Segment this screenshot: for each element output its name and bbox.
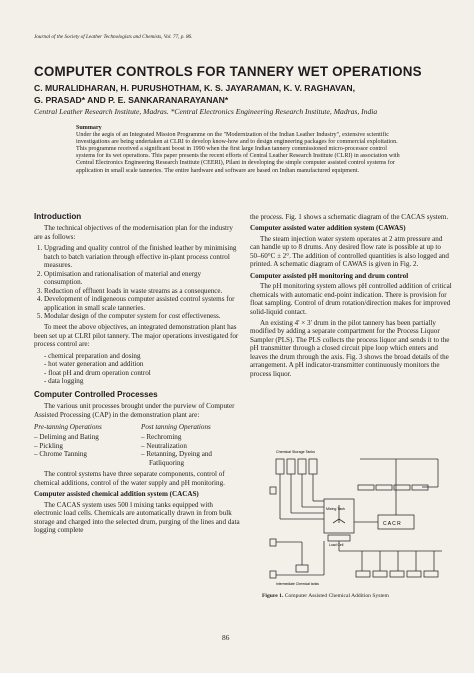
objective-item: 4. Development of indigeneous computer assisted control systems for application in small scale tanneries. (44, 295, 240, 312)
post-tanning-item: – Neutralization (141, 442, 240, 450)
pump (270, 571, 276, 578)
pump (270, 487, 276, 494)
drum (390, 571, 404, 577)
ph-heading: Computer assisted pH monitoring and drum control (250, 271, 409, 280)
drum (412, 485, 428, 490)
post-tanning-heading: Post tanning Operations (141, 422, 211, 431)
introduction-heading: Introduction (34, 212, 82, 221)
post-tanning-column (141, 423, 240, 467)
operations-table (34, 423, 240, 467)
page-number: 86 (222, 633, 230, 642)
pre-tanning-item: – Chrome Tanning (34, 450, 133, 458)
post-tanning-item-continued: Fatliquoring (149, 458, 185, 467)
storage-tank (287, 459, 295, 474)
drum (373, 571, 387, 577)
left-column (34, 213, 240, 537)
caption-text: Computer Assisted Chemical Addition System (284, 593, 389, 599)
cacas-heading: Computer assisted chemical addition system (CACAS) (34, 490, 199, 499)
ccp-paragraph: The various unit processes brought under the purview of Computer Assisted Processing (CAP) in the demonstration plant are: (34, 402, 235, 419)
drum (376, 485, 392, 490)
cacas-paragraph: The CACAS system uses 500 l mixing tanks equipped with electronic load cells. Chemicals are automatically drawn in from bulk storage and charged into the selected drum, purging of the lines and data logging complete (34, 500, 240, 534)
figure-caption (262, 593, 452, 599)
author-line-2: G. PRASAD* AND P. E. SANKARANARAYANAN* (34, 95, 229, 106)
cawas-paragraph: The steam injection water system operates at 2 atm pressure and can handle up to 8 drums. Any desired flow rate is possible at up to 50–60°C ± 2°. The addition of controlled quantities is also logged and printed. A schematic diagram of CAWAS is given in Fig. 2. (250, 234, 449, 269)
continued-paragraph: the process. Fig. 1 shows a schematic diagram of the CACAS system. (250, 213, 449, 221)
intermediate-tank (296, 565, 308, 572)
drum (407, 571, 421, 577)
author-line-1: C. MURALIDHARAN, H. PURUSHOTHAM, K. S. JAYARAMAN, K. V. RAGHAVAN, (34, 83, 356, 93)
drum (358, 485, 374, 490)
pre-tanning-heading: Pre-tanning Operations (34, 422, 102, 431)
cacr-label: C A C R (383, 521, 401, 527)
intro-paragraph: The technical objectives of the modernisation plan for the industry are as follows: (34, 224, 233, 241)
storage-tank (276, 459, 284, 474)
article-title: COMPUTER CONTROLS FOR TANNERY WET OPERATIONS (34, 64, 422, 79)
objective-item: 5. Modular design of the computer system for cost effectiveness. (44, 312, 240, 320)
ccp-heading: Computer Controlled Processes (34, 389, 158, 399)
cacas-schematic-svg (262, 447, 452, 589)
mixing-tank-label: Mixing Tank (326, 507, 345, 511)
intro-paragraph-2: To meet the above objectives, an integrated demonstration plant has been set up at CLRI pilot tannery. The major operations investigated for process control are: (34, 323, 239, 349)
storage-tank (298, 459, 306, 474)
figure-1-schematic (262, 447, 452, 589)
journal-header: Journal of the Society of Leather Technologists and Chemists, Vol. 77, p. 86. (34, 34, 193, 40)
ccp-paragraph-2: The control systems have three separate components, control of chemical additions, control of the water supply and pH monitoring. (34, 470, 225, 487)
pre-tanning-item: – Pickling (34, 442, 133, 450)
drum (356, 571, 370, 577)
pre-tanning-item: – Deliming and Bating (34, 433, 133, 441)
objectives-list (34, 244, 240, 320)
operations-list (34, 352, 240, 386)
ph-paragraph-1: The pH monitoring system allows pH controlled addition of critical chemicals with automatic end-point indication. There is provision for float sampling. Control of drum rotation/direction makes for improved solid-liquid contact. (250, 282, 452, 316)
pump (270, 539, 276, 546)
affiliation: Central Leather Research Institute, Madras. *Central Electronics Engineering Research Institute, Madras, India (34, 107, 378, 116)
drum (424, 571, 438, 577)
storage-label: Chemical Storage Tanks (276, 450, 315, 454)
right-column (250, 213, 452, 381)
storage-tank (309, 459, 317, 474)
summary-text: Under the aegis of an Integrated Mission Programme on the "Modernization of the Indian Leather Industry", extensive scientific investigations are being undertaken at CLRI to develop know-how and to design engineering packages for commercial exploitation. This programme received a significant boost in 1990 when the first large Indian tannery commissioned micro-processor control systems for its wet operations. This paper presents the recent efforts of Central Leather Research Institute (CLRI) in association with Central Electronics Engineering Research Institute (CEERI), Pilani in developing the simple computer assisted control systems for application in small scale tanneries. The entire hardware and software are based on Indian manufactured equipment. (76, 132, 400, 174)
ph-paragraph-2: An existing 4' × 3' drum in the pilot tannery has been partially modified by adding a separate compartment for the Process Liquor Sampler (PLS). The PLS collects the process liquor and sends it to the pH transmitter through a closed circuit pipe loop which enters and leaves the drum through the axis. Fig. 3 shows the broad details of the arrangement. A pH indicator-transmitter continuously monitors the process liquor. (250, 318, 450, 378)
author-list (34, 82, 444, 106)
cawas-heading: Computer assisted water addition system (CAWAS) (250, 224, 406, 233)
post-tanning-item: – Rechroming (141, 433, 240, 441)
operation-item: - float pH and drum operation control (44, 369, 240, 377)
operation-item: - chemical preparation and dosing (44, 352, 240, 360)
load-cell-label: Load Cell (329, 543, 344, 547)
summary-heading: Summary (76, 125, 102, 131)
objective-item: 2. Optimisation and rationalisation of material and energy consumption. (44, 270, 240, 287)
caption-label: Figure 1. (262, 593, 284, 599)
pre-tanning-column (34, 423, 133, 467)
operation-item: - hot water generation and addition (44, 360, 240, 368)
summary-block (76, 125, 406, 175)
intermediate-label: Intermediate Chemical tanks (276, 582, 319, 586)
load-cell (328, 535, 350, 541)
objective-item: 3. Reduction of effluent loads in waste streams as a consequence. (44, 287, 240, 295)
post-tanning-item: – Retanning, Dyeing and (141, 450, 240, 458)
objective-item: 1. Upgrading and quality control of the finished leather by minimising batch to batch variation through effective in-plant process control measures. (44, 244, 240, 269)
operation-item: - data logging (44, 377, 240, 385)
